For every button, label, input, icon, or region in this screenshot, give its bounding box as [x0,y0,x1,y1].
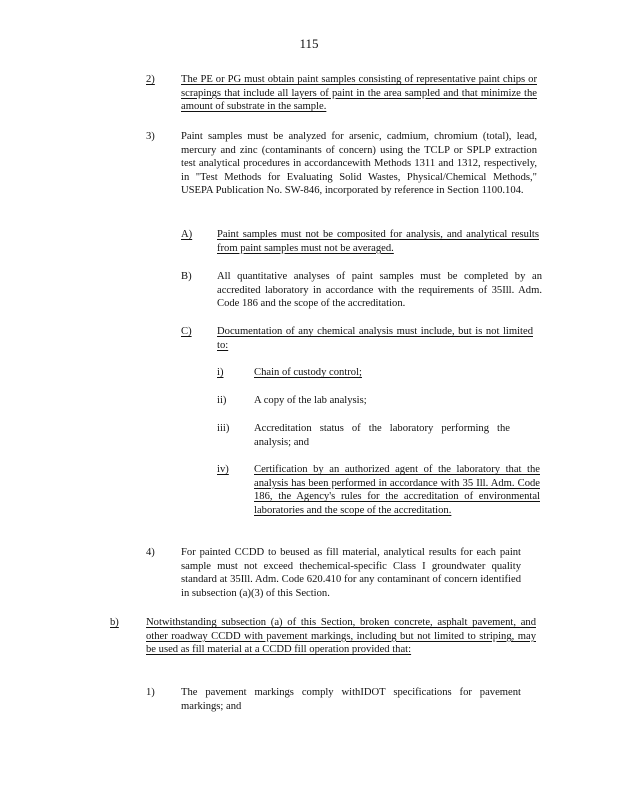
item-text: The PE or PG must obtain paint samples consisting of representative paint chips or scrapings that include all layers of paint in the area sampled and that minimize the amount of substrate in the sample. [181,74,537,113]
item-label: iv) [217,464,229,475]
item-text: Paint samples must not be composited for analysis, and analytical results from paint samples must not be averaged. [217,229,539,254]
item-text: Accreditation status of the laboratory performing the analysis; and [254,423,510,448]
item-text: Chain of custody control; [254,367,362,378]
item-text: Certification by an authorized agent of the laboratory that the analysis has been performed in accordance with 35 Ill. Adm. Code 186, the Agency's rules for the accreditation of environmental laboratories and the scope of the accreditation. [254,464,540,516]
item-text: For painted CCDD to beused as fill material, analytical results for each paint sample must not exceed thechemical-specific Class I groundwater quality standard at 35Ill. Adm. Code 620.410 for any contaminant of concern identified in subsection (a)(3) of this Section. [181,547,521,599]
item-label: ii) [217,395,227,406]
item-label: C) [181,326,192,337]
item-text: Paint samples must be analyzed for arsenic, cadmium, chromium (total), lead, mercury and zinc (contaminants of concern) using the TCLP or SPLP extraction test analytical procedures in accordancewith Methods 1311 and 1312, respectively, in "Test Methods for Evaluating Solid Wastes, Physical/Chemical Methods," USEPA Publication No. SW-846, incorporated by reference in Section 1100.104. [181,131,537,197]
item-label: 4) [146,547,155,558]
item-label: 2) [146,74,155,85]
item-text: Notwithstanding subsection (a) of this Section, broken concrete, asphalt pavement, and other roadway CCDD with pavement markings, including but not limited to striping, may be used as fill material at a CCDD fill operation provided that: [146,617,536,656]
item-label: b) [110,617,119,628]
item-label: 1) [146,687,155,698]
item-label: i) [217,367,224,378]
page-number: 115 [299,36,319,51]
item-label: iii) [217,423,230,434]
item-label: 3) [146,131,155,142]
item-text: Documentation of any chemical analysis must include, but is not limited to: [217,326,533,351]
item-text: The pavement markings comply withIDOT specifications for pavement markings; and [181,687,521,712]
item-label: A) [181,229,193,240]
item-text: A copy of the lab analysis; [254,395,367,406]
item-label: B) [181,271,192,282]
item-text: All quantitative analyses of paint samples must be completed by an accredited laboratory in accordance with the requirements of 35Ill. Adm. Code 186 and the scope of the accreditation. [217,271,542,310]
